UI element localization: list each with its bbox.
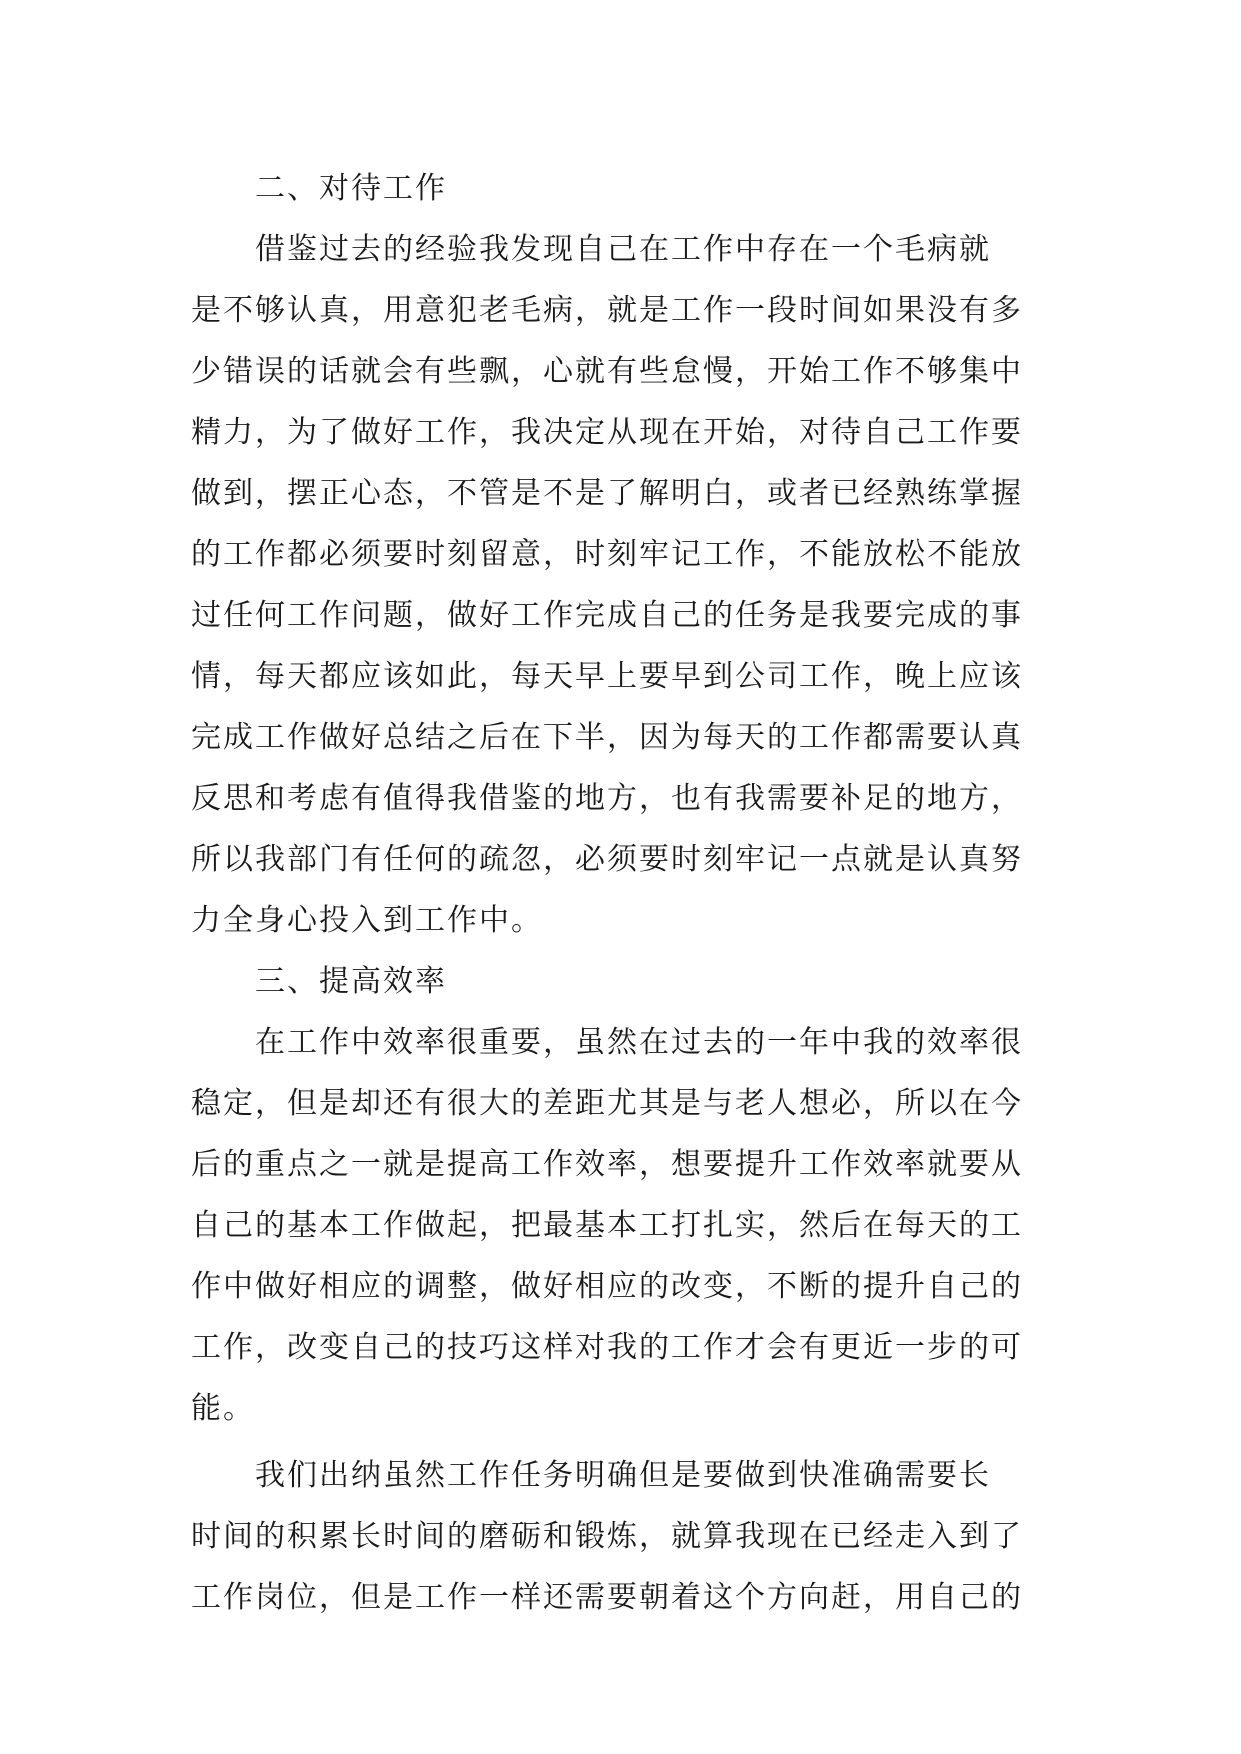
paragraph-line: 工作，改变自己的技巧这样对我的工作才会有更近一步的可 [191,1330,1023,1365]
paragraph-line: 作中做好相应的调整，做好相应的改变，不断的提升自己的 [191,1269,1023,1304]
section-heading-work-attitude: 二、对待工作 [255,171,447,206]
paragraph-line: 工作岗位，但是工作一样还需要朝着这个方向赶，用自己的 [191,1580,1023,1615]
section-heading-efficiency: 三、提高效率 [255,964,447,999]
paragraph-line: 情，每天都应该如此，每天早上要早到公司工作，晚上应该 [191,659,1023,694]
paragraph-line: 稳定，但是却还有很大的差距尤其是与老人想必，所以在今 [191,1086,1023,1121]
paragraph-line: 过任何工作问题，做好工作完成自己的任务是我要完成的事 [191,598,1023,633]
paragraph-line: 后的重点之一就是提高工作效率，想要提升工作效率就要从 [191,1147,1023,1182]
paragraph-line: 少错误的话就会有些飘，心就有些怠慢，开始工作不够集中 [191,354,1023,389]
paragraph-line: 完成工作做好总结之后在下半，因为每天的工作都需要认真 [191,720,1023,755]
paragraph-line: 力全身心投入到工作中。 [191,903,543,938]
paragraph-line: 自己的基本工作做起，把最基本工打扎实，然后在每天的工 [191,1208,1023,1243]
paragraph-line: 做到，摆正心态，不管是不是了解明白，或者已经熟练掌握 [191,476,1023,511]
paragraph-line: 精力，为了做好工作，我决定从现在开始，对待自己工作要 [191,415,1023,450]
paragraph-line: 时间的积累长时间的磨砺和锻炼，就算我现在已经走入到了 [191,1519,1023,1554]
paragraph-line: 能。 [191,1391,255,1426]
paragraph-line: 我们出纳虽然工作任务明确但是要做到快准确需要长 [255,1458,991,1493]
paragraph-line: 反思和考虑有值得我借鉴的地方，也有我需要补足的地方， [191,781,1023,816]
paragraph-line: 所以我部门有任何的疏忽，必须要时刻牢记一点就是认真努 [191,842,1023,877]
paragraph-line: 借鉴过去的经验我发现自己在工作中存在一个毛病就 [255,232,991,267]
paragraph-line: 是不够认真，用意犯老毛病，就是工作一段时间如果没有多 [191,293,1023,328]
paragraph-line: 的工作都必须要时刻留意，时刻牢记工作，不能放松不能放 [191,537,1023,572]
document-body [191,158,1051,1628]
paragraph-line: 在工作中效率很重要，虽然在过去的一年中我的效率很 [255,1025,1023,1060]
